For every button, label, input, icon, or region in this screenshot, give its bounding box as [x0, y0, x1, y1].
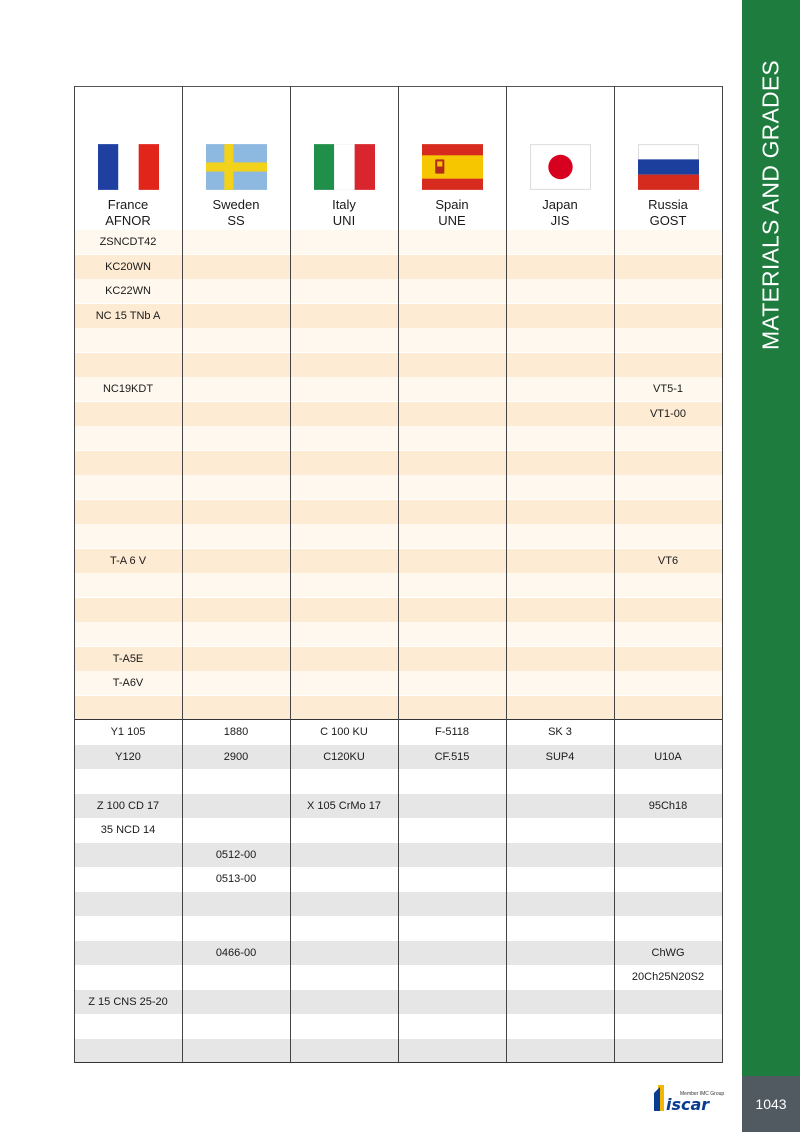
- table-cell: [398, 1014, 506, 1038]
- table-cell: 0466-00: [215, 946, 257, 959]
- table-cell: VT1-00: [649, 407, 687, 420]
- table-cell: KC20WN: [105, 260, 151, 273]
- table-cell: [398, 867, 506, 891]
- table-cell: VT6: [657, 554, 679, 567]
- table-cell: [398, 524, 506, 548]
- table-cell: [182, 916, 290, 940]
- table-cell: [506, 990, 614, 1014]
- table-cell: [290, 647, 398, 671]
- table-cell: [614, 843, 722, 867]
- table-cell: 95Ch18: [648, 799, 688, 812]
- header-standard: UNE: [438, 213, 466, 228]
- table-cell: T-A 6 V: [109, 554, 147, 567]
- table-cell: [506, 867, 614, 891]
- table-cell: [506, 353, 614, 377]
- table-cell: Y1 105: [110, 726, 146, 738]
- header-france: [74, 86, 182, 230]
- column-divider: [74, 86, 75, 1063]
- column-divider: [182, 86, 183, 1063]
- column-divider: [722, 86, 723, 1063]
- table-cell: F-5118: [434, 726, 470, 738]
- table-cell: 35 NCD 14: [100, 824, 156, 836]
- table-cell: [290, 867, 398, 891]
- header-spain: [398, 86, 506, 230]
- table-cell: [506, 524, 614, 548]
- table-cell: [398, 475, 506, 499]
- table-cell: U10A: [654, 750, 682, 763]
- table-cell: [290, 941, 398, 965]
- table-cell: [398, 279, 506, 303]
- table-cell: [614, 892, 722, 916]
- table-cell: [506, 916, 614, 940]
- table-cell: [614, 647, 722, 671]
- table-cell: [506, 549, 614, 573]
- materials-table: [74, 86, 723, 1063]
- table-cell: [398, 843, 506, 867]
- table-cell: [398, 353, 506, 377]
- table-cell: [182, 549, 290, 573]
- table-cell: [506, 451, 614, 475]
- table-cell: [290, 843, 398, 867]
- table-cell: 0513-00: [215, 873, 257, 885]
- column-divider: [506, 86, 507, 1063]
- table-cell: [506, 843, 614, 867]
- svg-text:iscar: iscar: [666, 1095, 710, 1114]
- table-cell: [398, 965, 506, 989]
- table-cell: [182, 671, 290, 695]
- table-cell: [182, 794, 290, 818]
- table-cell: SK 3: [548, 726, 572, 738]
- table-cell: [614, 255, 722, 279]
- table-cell: [182, 573, 290, 597]
- table-cell: [74, 1039, 182, 1063]
- table-cell: [614, 671, 722, 695]
- table-cell: [614, 990, 722, 1014]
- table-cell: [614, 353, 722, 377]
- table-cell: [614, 475, 722, 499]
- table-cell: [74, 475, 182, 499]
- table-cell: C120KU: [323, 750, 365, 763]
- table-cell: [614, 622, 722, 646]
- table-cell: [398, 671, 506, 695]
- flag-sweden-icon: [206, 144, 267, 190]
- table-cell: [614, 867, 722, 891]
- table-cell: [398, 304, 506, 328]
- table-cell: [506, 377, 614, 401]
- table-cell: [290, 622, 398, 646]
- table-cell: [506, 255, 614, 279]
- table-cell: [614, 524, 722, 548]
- table-cell: VT5-1: [653, 383, 683, 395]
- table-cell: [398, 328, 506, 352]
- table-cell: [182, 1014, 290, 1038]
- header-italy: [290, 86, 398, 230]
- table-cell: 0512-00: [215, 848, 257, 861]
- table-cell: ChWG: [651, 946, 685, 959]
- table-cell: [506, 598, 614, 622]
- table-cell: [614, 1039, 722, 1063]
- table-cell: [290, 769, 398, 793]
- table-cell: [290, 818, 398, 842]
- table-cell: [74, 402, 182, 426]
- header-country: Italy: [332, 197, 356, 212]
- table-cell: [614, 451, 722, 475]
- table-cell: [506, 279, 614, 303]
- table-cell: [182, 696, 290, 720]
- table-cell: [74, 696, 182, 720]
- table-cell: [614, 279, 722, 303]
- table-cell: [614, 818, 722, 842]
- table-cell: [506, 1014, 614, 1038]
- table-cell: [74, 451, 182, 475]
- table-cell: [74, 892, 182, 916]
- header-sweden: [182, 86, 290, 230]
- table-cell: [74, 867, 182, 891]
- table-cell: [614, 304, 722, 328]
- table-cell: [506, 941, 614, 965]
- table-cell: [182, 304, 290, 328]
- table-cell: [182, 426, 290, 450]
- table-cell: [398, 941, 506, 965]
- flag-japan-icon: [530, 144, 591, 190]
- table-cell: [182, 647, 290, 671]
- table-cell: T-A6V: [112, 677, 144, 689]
- table-cell: [398, 892, 506, 916]
- table-cell: [614, 769, 722, 793]
- table-cell: [182, 353, 290, 377]
- table-cell: [182, 500, 290, 524]
- table-cell: [182, 990, 290, 1014]
- table-cell: [182, 230, 290, 254]
- table-cell: [506, 328, 614, 352]
- table-cell: [182, 279, 290, 303]
- table-cell: [182, 328, 290, 352]
- table-cell: [290, 990, 398, 1014]
- column-divider: [398, 86, 399, 1063]
- table-cell: Z 15 CNS 25-20: [88, 995, 168, 1008]
- table-cell: [290, 328, 398, 352]
- table-cell: T-A5E: [112, 652, 144, 665]
- table-cell: 20Ch25N20S2: [631, 971, 705, 983]
- table-cell: [398, 990, 506, 1014]
- table-cell: [182, 524, 290, 548]
- table-cell: [398, 549, 506, 573]
- table-cell: [398, 573, 506, 597]
- table-cell: [398, 1039, 506, 1063]
- table-cell: 2900: [223, 750, 249, 763]
- table-cell: [74, 941, 182, 965]
- table-cell: [290, 524, 398, 548]
- table-cell: [506, 426, 614, 450]
- table-cell: [398, 794, 506, 818]
- table-cell: [290, 475, 398, 499]
- table-cell: [182, 818, 290, 842]
- table-cell: [182, 622, 290, 646]
- table-cell: [614, 696, 722, 720]
- table-cell: [506, 622, 614, 646]
- header-standard: JIS: [550, 213, 570, 228]
- table-cell: [182, 1039, 290, 1063]
- flag-italy-icon: [314, 144, 375, 190]
- table-cell: [290, 892, 398, 916]
- header-standard: UNI: [332, 213, 356, 228]
- table-cell: [398, 696, 506, 720]
- table-cell: [74, 769, 182, 793]
- section-title: MATERIALS AND GRADES: [757, 60, 784, 350]
- table-cell: X 105 CrMo 17: [307, 799, 381, 812]
- table-cell: [74, 1014, 182, 1038]
- table-cell: [506, 304, 614, 328]
- table-cell: [74, 353, 182, 377]
- table-cell: [398, 377, 506, 401]
- table-cell: [182, 402, 290, 426]
- table-cell: [398, 818, 506, 842]
- table-cell: [398, 451, 506, 475]
- table-cell: SUP4: [545, 750, 575, 763]
- table-cell: [290, 426, 398, 450]
- flag-russia-icon: [638, 144, 699, 190]
- table-cell: 1880: [223, 726, 249, 738]
- table-cell: [614, 573, 722, 597]
- header-country: France: [107, 197, 149, 212]
- table-cell: [290, 598, 398, 622]
- table-cell: Z 100 CD 17: [96, 799, 160, 812]
- table-cell: [614, 328, 722, 352]
- table-cell: [290, 353, 398, 377]
- table-cell: [398, 769, 506, 793]
- table-cell: [290, 965, 398, 989]
- table-cell: [290, 230, 398, 254]
- table-cell: [74, 916, 182, 940]
- table-cell: [398, 426, 506, 450]
- flag-spain-icon: [422, 144, 483, 190]
- table-cell: [74, 598, 182, 622]
- table-cell: [398, 647, 506, 671]
- page-number: 1043: [742, 1076, 800, 1132]
- table-cell: [290, 573, 398, 597]
- table-cell: [290, 402, 398, 426]
- table-cell: [506, 573, 614, 597]
- table-cell: [614, 598, 722, 622]
- table-cell: [182, 965, 290, 989]
- logo-member-text: Member IMC Group: [680, 1091, 725, 1097]
- table-cell: [398, 230, 506, 254]
- table-cell: [290, 696, 398, 720]
- table-cell: [74, 500, 182, 524]
- table-cell: [290, 377, 398, 401]
- table-cell: [506, 818, 614, 842]
- table-cell: [290, 255, 398, 279]
- header-country: Spain: [435, 197, 469, 212]
- header-country: Japan: [542, 197, 578, 212]
- table-cell: [506, 500, 614, 524]
- header-country: Russia: [648, 197, 688, 212]
- table-cell: [182, 255, 290, 279]
- table-cell: [506, 696, 614, 720]
- table-cell: [290, 1014, 398, 1038]
- table-cell: [74, 843, 182, 867]
- table-cell: [506, 671, 614, 695]
- header-standard: AFNOR: [105, 213, 151, 228]
- table-cell: [614, 500, 722, 524]
- table-cell: KC22WN: [105, 285, 151, 297]
- header-standard: SS: [227, 213, 245, 228]
- table-cell: [74, 573, 182, 597]
- header-country: Sweden: [212, 197, 260, 212]
- table-cell: [506, 965, 614, 989]
- header-standard: GOST: [649, 213, 687, 228]
- table-cell: [290, 304, 398, 328]
- table-cell: [74, 328, 182, 352]
- table-cell: [290, 451, 398, 475]
- table-cell: Y120: [115, 750, 141, 763]
- table-cell: CF.515: [434, 750, 470, 763]
- header-japan: [506, 86, 614, 230]
- iscar-logo-icon: [652, 1081, 728, 1115]
- table-cell: [506, 402, 614, 426]
- table-cell: ZSNCDT42: [99, 236, 157, 248]
- table-cell: [506, 1039, 614, 1063]
- table-cell: [290, 1039, 398, 1063]
- header-russia: [614, 86, 722, 230]
- table-cell: [398, 916, 506, 940]
- table-cell: [182, 377, 290, 401]
- table-cell: [290, 500, 398, 524]
- table-cell: [614, 1014, 722, 1038]
- table-cell: [506, 769, 614, 793]
- table-cell: [182, 451, 290, 475]
- table-cell: [290, 671, 398, 695]
- column-divider: [290, 86, 291, 1063]
- table-cell: [74, 622, 182, 646]
- table-cell: [506, 794, 614, 818]
- table-cell: [182, 892, 290, 916]
- table-cell: C 100 KU: [320, 726, 368, 738]
- table-cell: [74, 426, 182, 450]
- table-cell: [74, 965, 182, 989]
- flag-france-icon: [98, 144, 159, 190]
- table-cell: NC 15 TNb A: [95, 309, 161, 322]
- table-cell: [74, 524, 182, 548]
- table-cell: NC19KDT: [102, 383, 154, 395]
- table-cell: [398, 255, 506, 279]
- table-cell: [182, 598, 290, 622]
- table-cell: [182, 769, 290, 793]
- table-cell: [182, 475, 290, 499]
- table-cell: [398, 500, 506, 524]
- column-divider: [614, 86, 615, 1063]
- table-cell: [506, 475, 614, 499]
- table-cell: [614, 426, 722, 450]
- table-cell: [398, 402, 506, 426]
- table-cell: [290, 549, 398, 573]
- table-cell: [614, 720, 722, 744]
- table-cell: [398, 598, 506, 622]
- table-cell: [398, 622, 506, 646]
- table-cell: [290, 279, 398, 303]
- table-cell: [614, 230, 722, 254]
- table-cell: [614, 916, 722, 940]
- table-cell: [506, 230, 614, 254]
- table-cell: [290, 916, 398, 940]
- table-cell: [506, 647, 614, 671]
- table-cell: [506, 892, 614, 916]
